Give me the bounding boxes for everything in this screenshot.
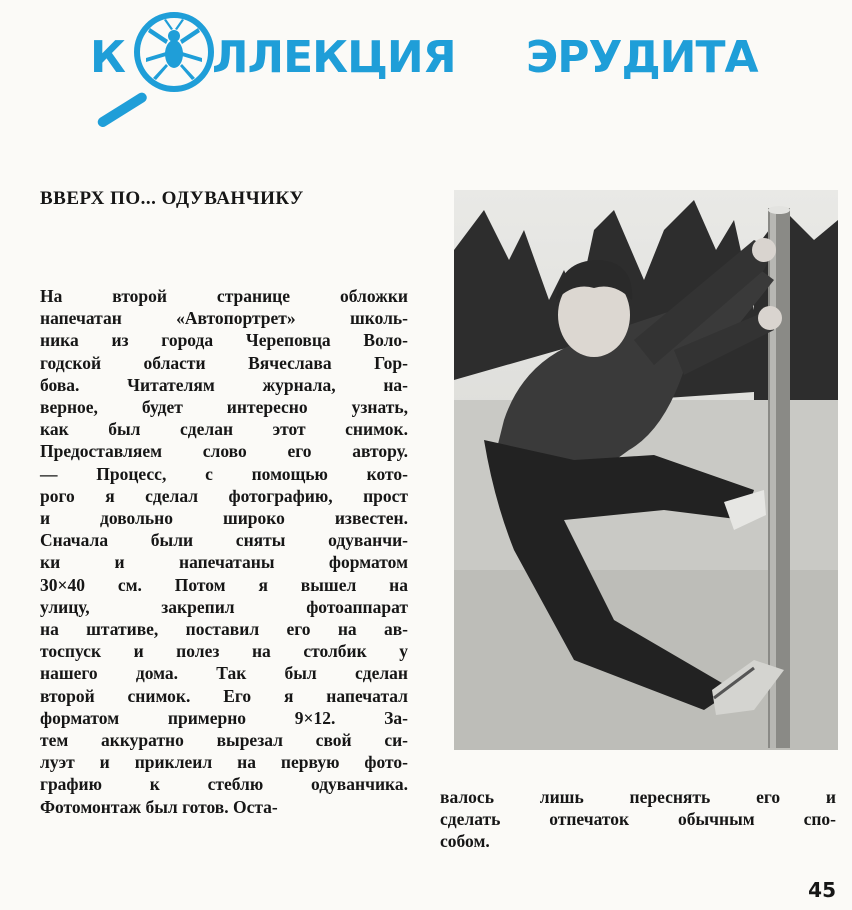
text-line: Сначала были сняты одуванчи-	[40, 530, 408, 551]
text-line: тоспуск и полез на столбик у	[40, 641, 408, 662]
boy-climbing-pole-photo-icon	[454, 190, 838, 750]
text-line: как был сделан этот снимок.	[40, 419, 408, 440]
article-column-left	[40, 285, 408, 818]
text-line: Предоставляем слово его автору.	[40, 441, 408, 462]
text-line: на штативе, поставил его на ав-	[40, 619, 408, 640]
header-word-erudite: ЭРУДИТА	[526, 32, 758, 83]
text-line: — Процесс, с помощью кото-	[40, 463, 408, 484]
text-line: луэт и приклеил на первую фото-	[40, 752, 408, 773]
article-title: ВВЕРХ ПО... ОДУВАНЧИКУ	[40, 188, 304, 209]
text-line: сделать отпечаток обычным спо-	[440, 809, 836, 830]
header-word-collection-rest: ЛЛЕКЦИЯ	[212, 32, 456, 83]
header-first-letter: К	[90, 32, 125, 83]
text-line: годской области Вячеслава Гор-	[40, 352, 408, 373]
text-line: графию к стеблю одуванчика.	[40, 774, 408, 795]
text-line: тем аккуратно вырезал свой си-	[40, 730, 408, 751]
text-line: ки и напечатаны форматом	[40, 552, 408, 573]
page-number: 45	[808, 878, 836, 902]
text-line: и довольно широко известен.	[40, 508, 408, 529]
text-line: собом.	[440, 831, 490, 852]
text-line: верное, будет интересно узнать,	[40, 397, 408, 418]
article-column-right	[440, 786, 836, 853]
text-line: валось лишь переснять его и	[440, 787, 836, 807]
text-line: рого я сделал фотографию, прост	[40, 485, 408, 506]
text-line: На второй странице обложки	[40, 286, 408, 306]
section-header	[88, 8, 768, 108]
text-line: нашего дома. Так был сделан	[40, 663, 408, 684]
text-line: второй снимок. Его я напечатал	[40, 685, 408, 706]
text-line: форматом примерно 9×12. За-	[40, 707, 408, 728]
text-line: напечатан «Автопортрет» школь-	[40, 308, 408, 329]
text-line: 30×40 см. Потом я вышел на	[40, 574, 408, 595]
text-line: Фотомонтаж был готов. Оста-	[40, 796, 278, 817]
magnifier-with-insect-icon	[134, 12, 214, 92]
magnifier-handle-icon	[96, 91, 149, 129]
text-line: ника из города Череповца Воло-	[40, 330, 408, 351]
text-line: улицу, закрепил фотоаппарат	[40, 596, 408, 617]
text-line: бова. Читателям журнала, на-	[40, 374, 408, 395]
